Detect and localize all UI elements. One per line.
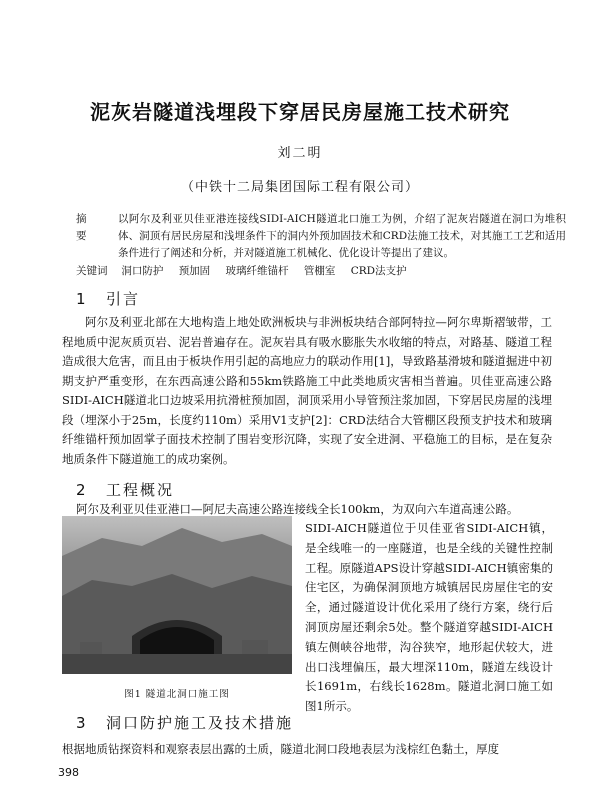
section-2-lead: 阿尔及利亚贝佳亚港口—阿尼夫高速公路连接线全长100km，为双向六车道高速公路。	[76, 502, 519, 516]
section-heading-1	[76, 288, 140, 309]
affiliation: （中铁十二局集团国际工程有限公司）	[180, 180, 419, 195]
photo-illustration	[62, 516, 292, 674]
section-title: 工程概况	[106, 481, 175, 499]
section-1-paragraph: 阿尔及利亚北部在大地构造上地处欧洲板块与非洲板块结合部阿特拉—阿尔卑斯褶皱带，工程地质中泥灰质页岩、泥岩普遍存在。泥灰岩具有吸水膨胀失水收缩的特点，对路基、隧道工程造成很大危害，而且由于板块作用引起的高地应力的联动作用[1]，导致路基滑坡和隧道掘进中初期支护严重变形，在东西高速公路和55km铁路施工中此类地质灾害相当普遍。贝佳亚高速公路SIDI-AICH隧道北口边坡采用抗滑桩预加固，洞顶采用小导管预注浆加固，下穿居民房屋的浅埋段（埋深小于25m，长度约110m）采用V1支护[2]：CRD法结合大管棚区段预支护技术和玻璃纤维锚杆预加固掌子面技术控制了围岩变形沉降，实现了安全进洞、平稳施工的目标，是在复杂地质条件下隧道施工的成功案例。	[62, 315, 552, 466]
section-heading-3	[76, 712, 293, 733]
keyword: CRD法支护	[350, 265, 407, 277]
section-number: 1	[76, 290, 88, 308]
keyword: 玻璃纤维锚杆	[225, 265, 289, 277]
keyword: 洞口防护	[121, 265, 164, 277]
section-3-paragraph: 根据地质钻探资料和观察表层出露的土质，隧道北洞口段地表层为浅棕红色黏土，厚度	[62, 742, 499, 756]
section-title: 洞口防护施工及技术措施	[106, 714, 294, 732]
abstract	[76, 211, 566, 262]
abstract-label: 摘要	[76, 213, 97, 242]
keyword: 管棚室	[303, 265, 336, 277]
figure-caption: 图1 隧道北洞口施工图	[124, 689, 230, 700]
paper-title: 泥灰岩隧道浅埋段下穿居民房屋施工技术研究	[90, 100, 510, 124]
abstract-text: 以阿尔及利亚贝佳亚港连接线SIDI-AICH隧道北口施工为例，介绍了泥灰岩隧道在洞口为堆积体、洞顶有居民房屋和浅埋条件下的洞内外预加固技术和CRD法施工技术，对其施工工艺和适用条件进行了阐述和分析，并对隧道施工机械化、优化设计等提出了建议。	[118, 213, 566, 259]
author: 刘二明	[277, 146, 323, 161]
section-number: 2	[76, 481, 88, 499]
page-number: 398	[58, 766, 79, 779]
keyword: 预加固	[178, 265, 211, 277]
keywords-label: 关键词	[76, 265, 108, 277]
keywords	[76, 263, 566, 280]
section-heading-2	[76, 479, 174, 500]
section-2-right-column: SIDI-AICH隧道位于贝佳亚省SIDI-AICH镇，是全线唯一的一座隧道，也是全线的关键性控制工程。原隧道APS设计穿越SIDI-AICH镇密集的住宅区，为确保洞顶地方城镇居民房屋住宅的安全，通过隧道设计优化采用了绕行方案，绕行后洞顶房屋还剩余5处。整个隧道穿越SIDI-AICH镇左侧峡谷地带，沟谷狭窄，地形起伏较大，进出口浅埋偏压，最大埋深110m，隧道左线设计长1691m，右线长1628m。隧道北洞口施工如图1所示。	[305, 521, 553, 714]
section-number: 3	[76, 714, 88, 732]
tunnel-portal-photo	[62, 516, 292, 674]
section-title: 引言	[106, 290, 141, 308]
